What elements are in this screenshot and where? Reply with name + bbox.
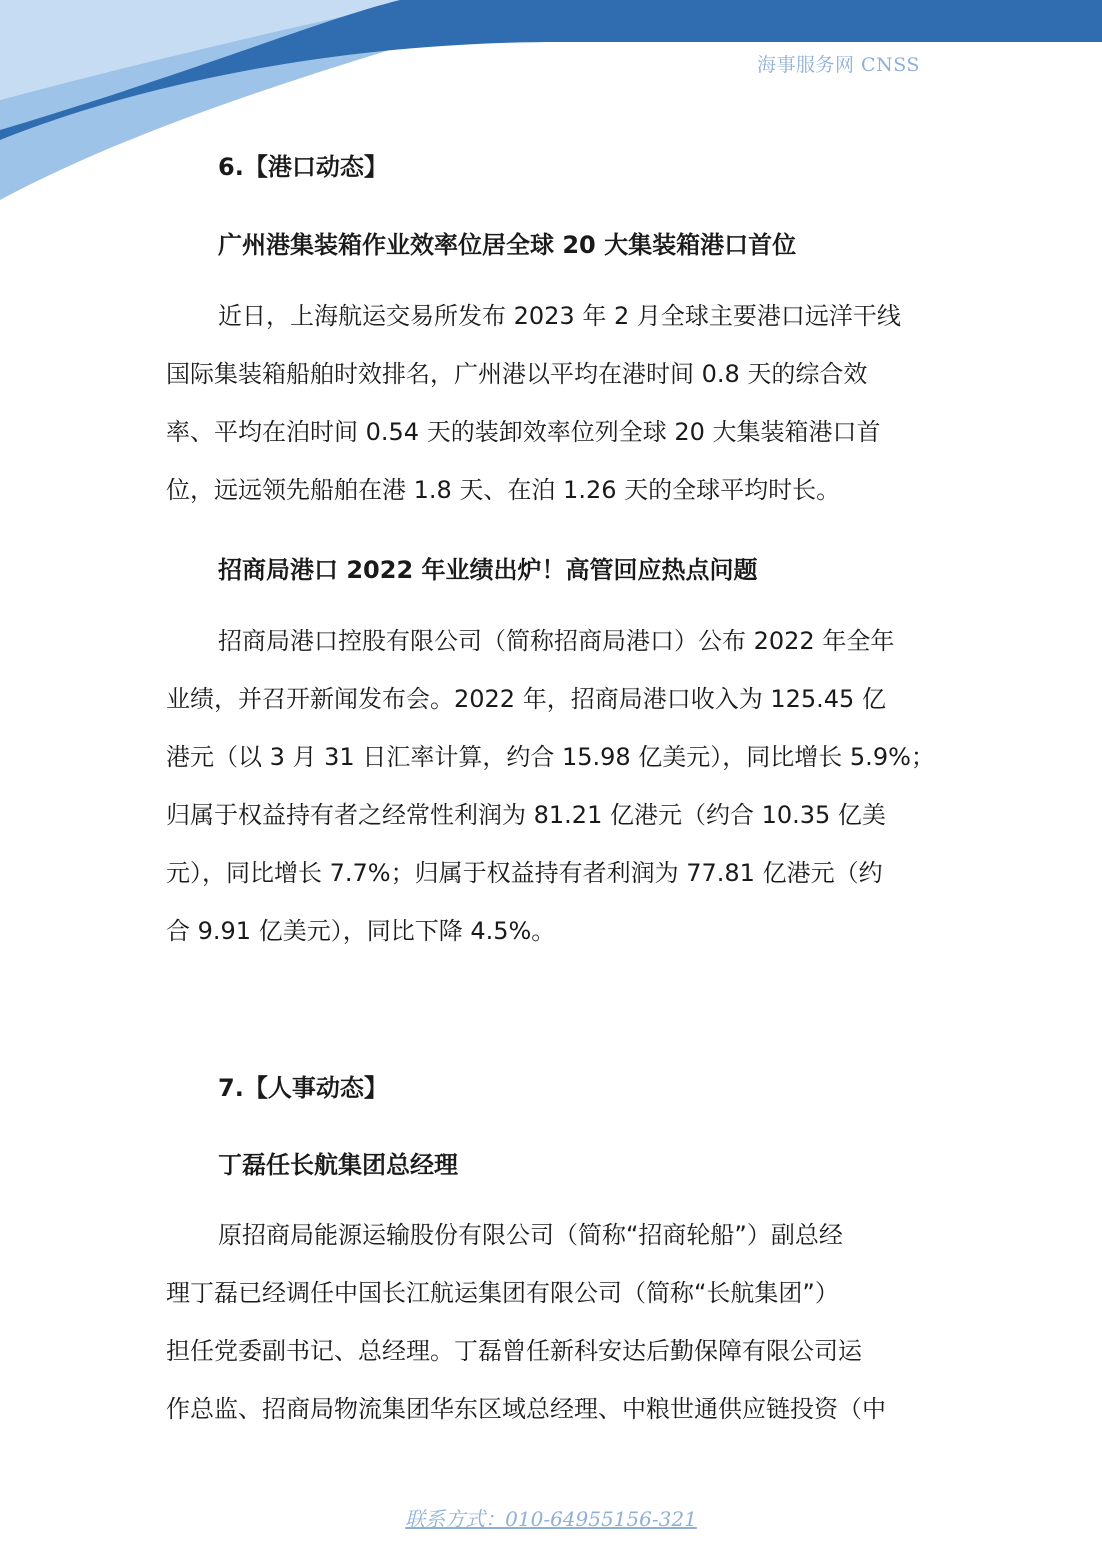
text-line: 元），同比增长 7.7%；归属于权益持有者利润为 77.81 亿港元（约 (166, 859, 883, 887)
brand-label: 海事服务网 CNSS (757, 54, 920, 76)
header-wave-graphic (0, 0, 1102, 220)
text-line: 归属于权益持有者之经常性利润为 81.21 亿港元（约合 10.35 亿美 (166, 801, 886, 829)
paragraph-dinglei (166, 1206, 926, 1438)
text-line: 理丁磊已经调任中国长江航运集团有限公司（简称“长航集团”） (166, 1279, 839, 1307)
text-line: 招商局港口控股有限公司（简称招商局港口）公布 2022 年全年 (218, 627, 895, 655)
text-line: 原招商局能源运输股份有限公司（简称“招商轮船”）副总经 (218, 1221, 843, 1249)
text-line: 港元（以 3 月 31 日汇率计算，约合 15.98 亿美元），同比增长 5.9%； (166, 743, 935, 771)
footer-contact: 联系方式：010-64955156-321 (405, 1507, 697, 1531)
text-line: 位，远远领先船舶在港 1.8 天、在泊 1.26 天的全球平均时长。 (166, 476, 841, 504)
text-line: 国际集装箱船舶时效排名，广州港以平均在港时间 0.8 天的综合效 (166, 360, 868, 388)
text-line: 担任党委副书记、总经理。丁磊曾任新科安达后勤保障有限公司运 (166, 1337, 862, 1365)
paragraph-cmport-results (166, 612, 935, 960)
paragraph-guangzhou-port (166, 287, 926, 519)
section-title-personnel-news: 7.【人事动态】 (218, 1074, 388, 1102)
section-title-port-news: 6.【港口动态】 (218, 153, 388, 181)
text-line: 近日，上海航运交易所发布 2023 年 2 月全球主要港口远洋干线 (218, 302, 901, 330)
headline-dinglei: 丁磊任长航集团总经理 (218, 1151, 458, 1179)
headline-guangzhou-port: 广州港集装箱作业效率位居全球 20 大集装箱港口首位 (218, 231, 797, 259)
text-line: 合 9.91 亿美元），同比下降 4.5%。 (166, 917, 556, 945)
text-line: 率、平均在泊时间 0.54 天的装卸效率位列全球 20 大集装箱港口首 (166, 418, 881, 446)
text-line: 业绩，并召开新闻发布会。2022 年，招商局港口收入为 125.45 亿 (166, 685, 886, 713)
text-line: 作总监、招商局物流集团华东区域总经理、中粮世通供应链投资（中 (166, 1395, 886, 1423)
headline-cmport-results: 招商局港口 2022 年业绩出炉！高管回应热点问题 (218, 556, 758, 584)
